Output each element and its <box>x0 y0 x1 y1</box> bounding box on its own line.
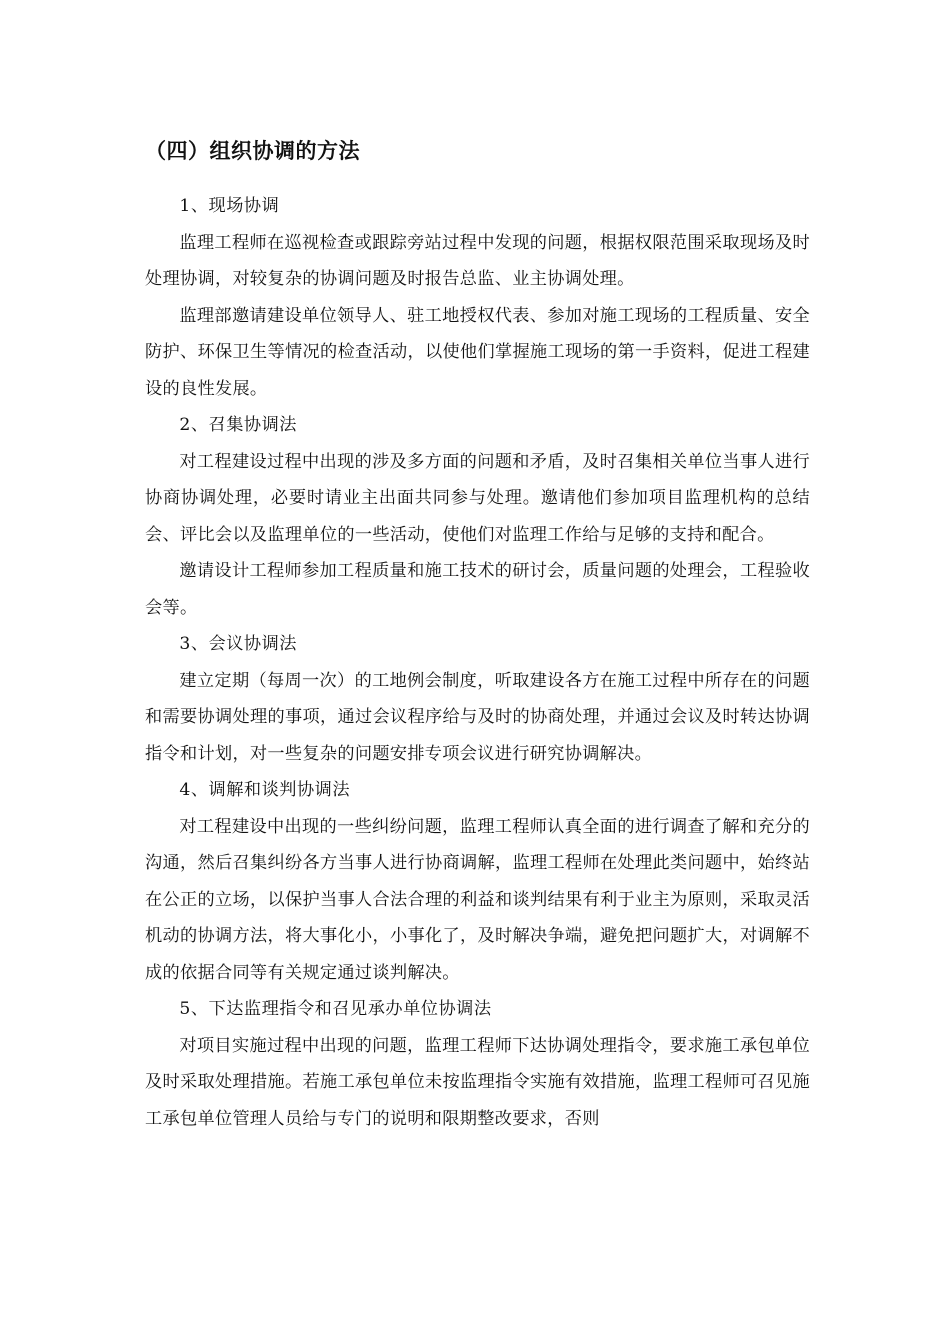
paragraph: 监理部邀请建设单位领导人、驻工地授权代表、参加对施工现场的工程质量、安全防护、环保卫生等情况的检查活动，以使他们掌握施工现场的第一手资料，促进工程建设的良性发展。 <box>145 305 810 399</box>
subheading-convening-coordination: 2、召集协调法 <box>179 415 297 435</box>
section-title: （四）组织协调的方法 <box>145 139 360 163</box>
subheading-onsite-coordination: 1、现场协调 <box>179 196 280 216</box>
subheading-meeting-coordination: 3、会议协调法 <box>179 634 297 654</box>
paragraph: 对工程建设中出现的一些纠纷问题，监理工程师认真全面的进行调查了解和充分的沟通，然后召集纠纷各方当事人进行协商调解，监理工程师在处理此类问题中，始终站在公正的立场，以保护当事人合法合理的利益和谈判结果有利于业主为原则，采取灵活机动的协调方法，将大事化小，小事化了，及时解决争端，避免把问题扩大，对调解不成的依据合同等有关规定通过谈判解决。 <box>145 816 810 983</box>
subheading-directives-summons: 5、下达监理指令和召见承办单位协调法 <box>179 999 492 1019</box>
subheading-mediation-negotiation: 4、调解和谈判协调法 <box>179 780 351 800</box>
paragraph: 监理工程师在巡视检查或跟踪旁站过程中发现的问题，根据权限范围采取现场及时处理协调，对较复杂的协调问题及时报告总监、业主协调处理。 <box>145 232 810 289</box>
paragraph: 邀请设计工程师参加工程质量和施工技术的研讨会，质量问题的处理会，工程验收会等。 <box>145 561 810 618</box>
document-page <box>145 128 810 1137</box>
paragraph: 对项目实施过程中出现的问题，监理工程师下达协调处理指令，要求施工承包单位及时采取处理措施。若施工承包单位未按监理指令实施有效措施，监理工程师可召见施工承包单位管理人员给与专门的说明和限期整改要求，否则 <box>145 1035 810 1129</box>
paragraph: 建立定期（每周一次）的工地例会制度，听取建设各方在施工过程中所存在的问题和需要协调处理的事项，通过会议程序给与及时的协商处理，并通过会议及时转达协调指令和计划，对一些复杂的问题安排专项会议进行研究协调解决。 <box>145 670 810 764</box>
paragraph: 对工程建设过程中出现的涉及多方面的问题和矛盾，及时召集相关单位当事人进行协商协调处理，必要时请业主出面共同参与处理。邀请他们参加项目监理机构的总结会、评比会以及监理单位的一些活动，使他们对监理工作给与足够的支持和配合。 <box>145 451 810 545</box>
